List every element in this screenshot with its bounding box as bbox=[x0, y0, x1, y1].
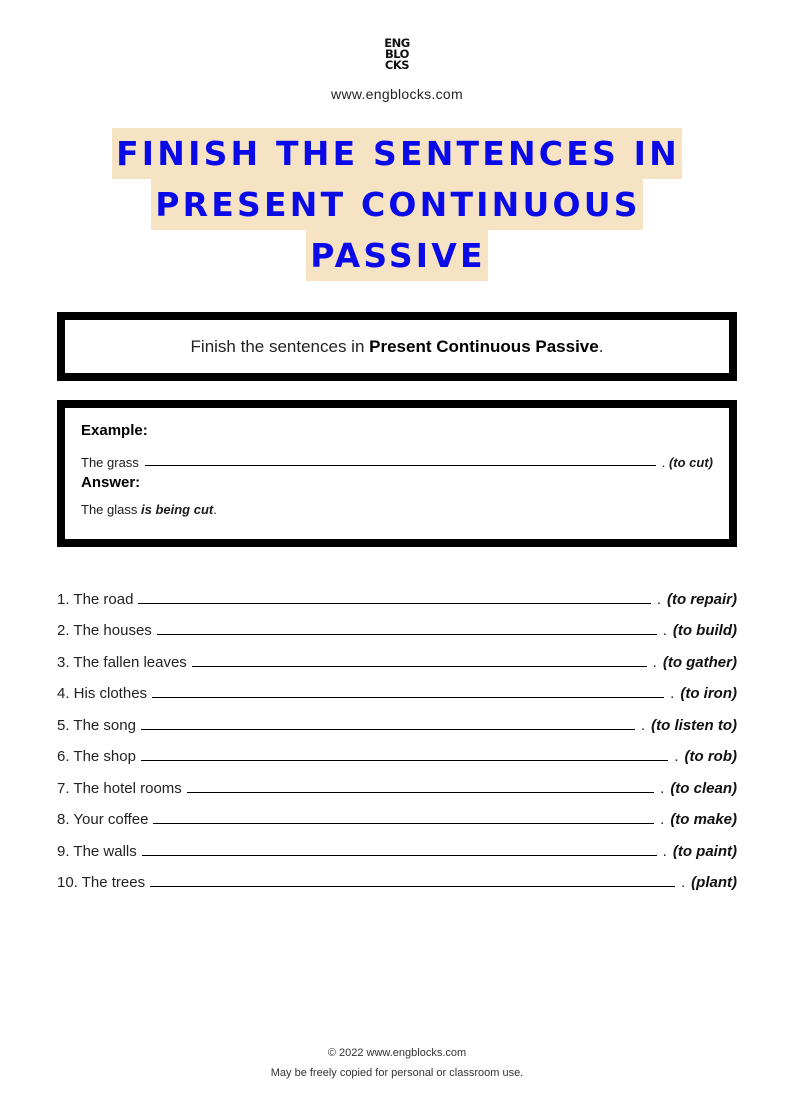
answer-blank[interactable] bbox=[150, 885, 675, 887]
exercise-item bbox=[57, 767, 737, 799]
exercise-stem: 7. The hotel rooms bbox=[57, 779, 182, 797]
exercise-stem: 9. The walls bbox=[57, 842, 137, 860]
logo-line: BLO bbox=[385, 47, 409, 61]
exercise-stem: 3. The fallen leaves bbox=[57, 653, 187, 671]
worksheet-title bbox=[0, 128, 794, 281]
exercise-dot: . bbox=[641, 716, 646, 734]
answer-blank[interactable] bbox=[142, 854, 657, 856]
footer-copyright: © 2022 www.engblocks.com bbox=[327, 1047, 467, 1059]
title-line: PRESENT CONTINUOUS bbox=[151, 179, 642, 230]
footer-license: May be freely copied for personal or classroom use. bbox=[270, 1067, 524, 1079]
answer-blank[interactable] bbox=[141, 728, 635, 730]
engblocks-logo bbox=[0, 38, 794, 74]
title-line: FINISH THE SENTENCES IN bbox=[112, 128, 682, 179]
example-heading: Example: bbox=[81, 422, 148, 439]
answer-blank[interactable] bbox=[141, 759, 668, 761]
answer-blank[interactable] bbox=[138, 602, 650, 604]
exercise-stem: 8. Your coffee bbox=[57, 811, 149, 828]
instruction-text bbox=[191, 337, 604, 357]
answer-blank[interactable] bbox=[187, 791, 654, 793]
exercise-dot: . bbox=[660, 811, 665, 828]
exercise-item bbox=[57, 830, 737, 862]
exercise-stem: 4. His clothes bbox=[57, 685, 148, 702]
exercise-dot: . bbox=[656, 590, 661, 608]
exercise-dot: . bbox=[674, 748, 679, 765]
exercise-dot: . bbox=[681, 874, 686, 891]
exercise-hint: (to clean) bbox=[670, 779, 737, 797]
example-blank-line[interactable] bbox=[145, 464, 656, 466]
exercise-stem: 10. The trees bbox=[57, 874, 146, 891]
exercise-stem: 1. The road bbox=[57, 590, 134, 608]
answer-blank[interactable] bbox=[157, 633, 657, 635]
instruction-prefix: Finish the sentences in bbox=[190, 336, 370, 356]
exercise-item bbox=[57, 799, 737, 831]
example-sentence bbox=[81, 444, 713, 470]
answer-stem: The glass bbox=[81, 502, 141, 517]
exercise-dot: . bbox=[660, 779, 665, 797]
exercise-dot: . bbox=[652, 653, 657, 671]
exercise-stem: 2. The houses bbox=[57, 622, 152, 639]
answer-sentence bbox=[81, 502, 713, 517]
exercise-stem: 6. The shop bbox=[57, 748, 136, 765]
answer-heading: Answer: bbox=[81, 474, 141, 491]
exercise-hint: (to listen to) bbox=[651, 716, 737, 734]
example-box bbox=[57, 400, 737, 547]
example-stem: The grass bbox=[81, 455, 139, 470]
site-url: www.engblocks.com bbox=[331, 86, 463, 102]
exercise-item bbox=[57, 641, 737, 673]
exercise-hint: (to build) bbox=[672, 622, 737, 639]
exercise-dot: . bbox=[670, 685, 675, 702]
exercise-item bbox=[57, 610, 737, 642]
exercise-hint: (to gather) bbox=[662, 653, 737, 671]
exercise-item bbox=[57, 673, 737, 705]
answer-blank[interactable] bbox=[152, 696, 664, 698]
instruction-suffix: . bbox=[598, 336, 604, 356]
exercise-hint: (to iron) bbox=[680, 685, 737, 702]
exercise-hint: (to make) bbox=[670, 811, 737, 828]
title-line: PASSIVE bbox=[306, 230, 488, 281]
answer-blank[interactable] bbox=[153, 822, 654, 824]
example-dot: . bbox=[661, 455, 666, 470]
logo-line: ENG bbox=[384, 36, 410, 50]
exercise-dot: . bbox=[662, 622, 667, 639]
answer-end: . bbox=[213, 502, 217, 517]
answer-verb: is being cut bbox=[140, 502, 214, 517]
exercise-hint: (to rob) bbox=[684, 748, 737, 765]
page-footer bbox=[0, 1043, 794, 1083]
exercise-item bbox=[57, 704, 737, 736]
answer-blank[interactable] bbox=[192, 665, 647, 667]
instruction-emphasis: Present Continuous Passive bbox=[369, 336, 599, 356]
exercise-hint: (plant) bbox=[691, 874, 737, 891]
logo-line: CKS bbox=[384, 58, 410, 72]
exercise-dot: . bbox=[662, 842, 667, 860]
exercise-item bbox=[57, 862, 737, 894]
example-hint: (to cut) bbox=[668, 455, 713, 470]
instruction-box bbox=[57, 312, 737, 381]
exercise-item bbox=[57, 578, 737, 610]
exercise-hint: (to repair) bbox=[666, 590, 737, 608]
exercise-list bbox=[57, 578, 737, 893]
exercise-hint: (to paint) bbox=[672, 842, 737, 860]
exercise-item bbox=[57, 736, 737, 768]
exercise-stem: 5. The song bbox=[57, 716, 136, 734]
logo-mark bbox=[384, 38, 409, 71]
